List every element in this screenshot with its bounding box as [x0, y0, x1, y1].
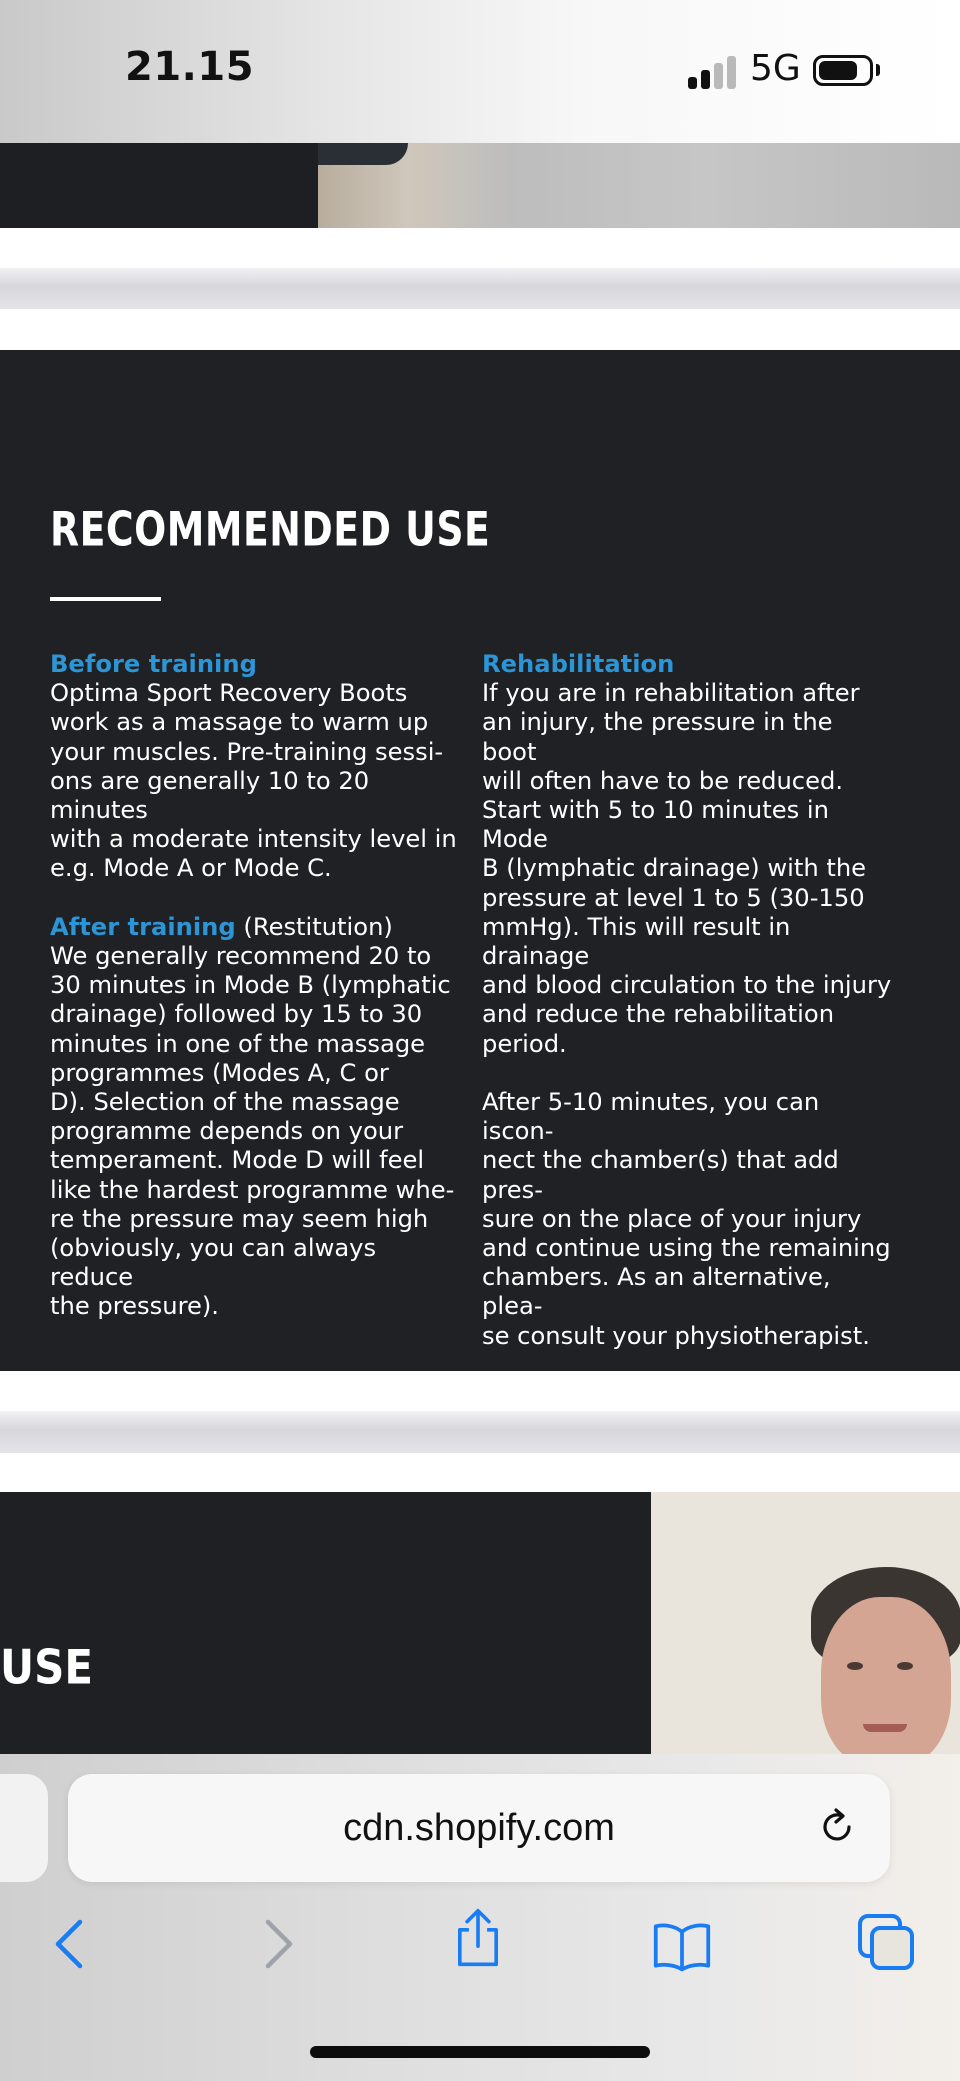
right-column [482, 650, 892, 1438]
section-gap [0, 228, 960, 268]
text-line: and blood circulation to the injury [482, 971, 892, 1000]
text-line: programmes (Modes A, C or [50, 1058, 389, 1087]
text-line: minutes in one of the massage [50, 1029, 426, 1058]
text-line: programme depends on your [50, 1117, 404, 1146]
text-line: 30 minutes in Mode B (lymphatic [50, 971, 451, 1000]
text-line: B (lymphatic drainage) with the [482, 854, 867, 883]
next-section-title-fragment: USE [0, 1640, 94, 1695]
previous-section-dark-panel [0, 143, 318, 228]
after-training-suffix: (Restitution) [235, 912, 393, 941]
previous-section-photo [318, 143, 960, 228]
text-line: se consult your physiotherapist. [482, 1321, 870, 1350]
text-line: sure on the place of your injury [482, 1204, 862, 1233]
text-line: If you are in rehabilitation after [482, 679, 860, 708]
next-section-dark-panel [0, 1492, 651, 1754]
section-title: RECOMMENDED USE [50, 502, 491, 557]
text-line: Start with 5 to 10 minutes in Mode [482, 796, 829, 854]
text-line: drainage) followed by 15 to 30 [50, 1000, 423, 1029]
before-training-text [50, 679, 460, 883]
section-gap [0, 1453, 960, 1492]
before-training-heading: Before training [50, 650, 257, 678]
text-line: nect the chamber(s) that add pres- [482, 1146, 839, 1204]
text-line: the pressure). [50, 1292, 219, 1321]
rehabilitation-text [482, 679, 892, 1059]
after-training-heading-line [50, 913, 460, 942]
text-line: and continue using the remaining [482, 1234, 891, 1263]
share-icon[interactable] [448, 1908, 508, 1968]
text-line: D). Selection of the massage [50, 1088, 400, 1117]
text-line: and reduce the rehabilitation [482, 1000, 835, 1029]
text-line: Optima Sport Recovery Boots [50, 679, 408, 708]
home-indicator[interactable] [310, 2046, 650, 2058]
text-line: temperament. Mode D will feel [50, 1146, 425, 1175]
text-line: will often have to be reduced. [482, 766, 844, 795]
left-column [50, 650, 460, 1322]
forward-arrow-icon[interactable] [248, 1914, 308, 1974]
battery-tip [876, 64, 880, 76]
text-line: ons are generally 10 to 20 minutes [50, 766, 370, 825]
back-arrow-icon[interactable] [40, 1914, 100, 1974]
text-line: pressure at level 1 to 5 (30-150 [482, 883, 865, 912]
text-line: with a moderate intensity level in [50, 825, 457, 854]
status-time: 21.15 [125, 44, 255, 90]
text-line: like the hardest programme whe- [50, 1175, 455, 1204]
person-photo [651, 1492, 960, 1754]
after-training-heading: After training [50, 912, 236, 941]
text-line: After 5-10 minutes, you can iscon- [482, 1088, 820, 1146]
previous-tab-preview[interactable] [0, 1774, 48, 1882]
text-line: (obviously, you can always reduce [50, 1234, 377, 1292]
signal-strength-icon [688, 55, 736, 89]
section-divider [0, 268, 960, 309]
section-gap [0, 1371, 960, 1411]
after-training-text [50, 942, 460, 1322]
text-line: chambers. As an alternative, plea- [482, 1263, 831, 1321]
rehabilitation-heading: Rehabilitation [482, 650, 675, 678]
title-underline [50, 597, 161, 601]
text-line: re the pressure may seem high [50, 1204, 429, 1233]
text-line: We generally recommend 20 to [50, 942, 432, 971]
chambers-text [482, 1088, 892, 1351]
section-divider [0, 1411, 960, 1453]
bookmarks-icon[interactable] [652, 1916, 712, 1976]
tabs-icon[interactable] [856, 1912, 916, 1972]
section-gap [0, 309, 960, 350]
text-line: your muscles. Pre-training sessi- [50, 737, 444, 766]
address-url[interactable]: cdn.shopify.com [343, 1807, 615, 1849]
text-line: period. [482, 1029, 567, 1058]
text-line: an injury, the pressure in the boot [482, 708, 833, 766]
text-line: e.g. Mode A or Mode C. [50, 854, 332, 883]
text-line: mmHg). This will result in drainage [482, 912, 791, 971]
network-type: 5G [750, 48, 801, 89]
reload-icon[interactable] [816, 1806, 858, 1848]
text-line: work as a massage to warm up [50, 708, 429, 737]
battery-icon [813, 55, 873, 86]
